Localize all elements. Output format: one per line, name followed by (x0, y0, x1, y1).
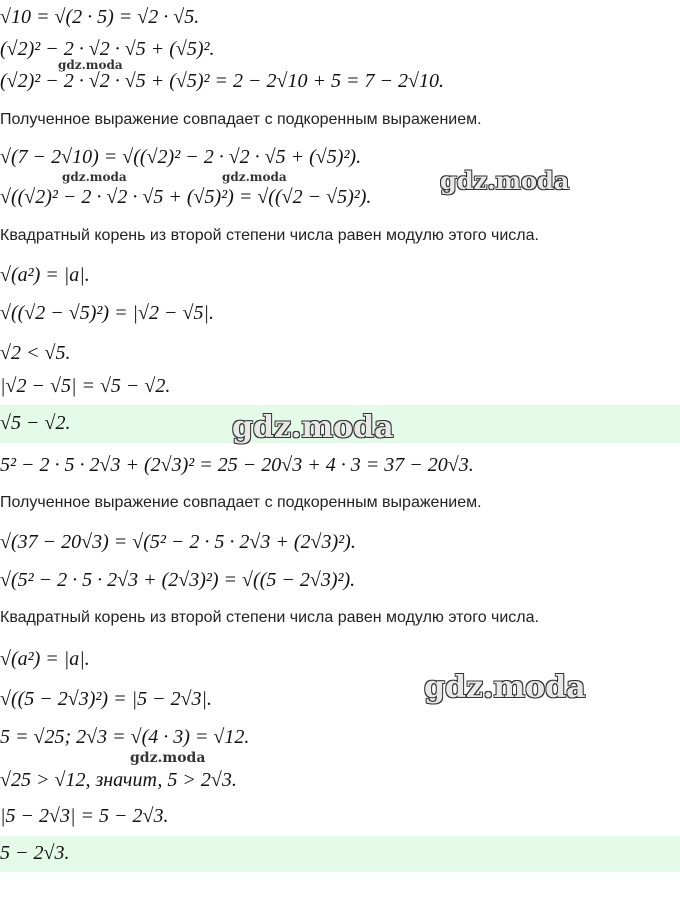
answer-highlight-2 (0, 836, 680, 872)
watermark: gdz.moda (232, 410, 394, 445)
math-line: 5² − 2 · 5 · 2√3 + (2√3)² = 25 − 20√3 + 4 · 3 = 37 − 20√3. (0, 454, 474, 476)
math-line: √(7 − 2√10) = √((√2)² − 2 · √2 · √5 + (√5)²). (0, 146, 362, 168)
math-line: √2 < √5. (0, 342, 71, 364)
text-line: Квадратный корень из второй степени числа равен модулю этого числа. (0, 227, 539, 244)
watermark: gdz.moda (130, 750, 206, 766)
watermark: gdz.moda (222, 170, 287, 184)
math-line: |5 − 2√3| = 5 − 2√3. (0, 805, 169, 827)
math-line: √(5² − 2 · 5 · 2√3 + (2√3)²) = √((5 − 2√3)²). (0, 569, 356, 591)
math-line: √(a²) = |a|. (0, 264, 90, 286)
math-line: √(a²) = |a|. (0, 648, 90, 670)
answer-line: 5 − 2√3. (0, 842, 70, 864)
watermark: gdz.moda (62, 170, 127, 184)
text-line: Полученное выражение совпадает с подкоренным выражением. (0, 111, 482, 128)
watermark: gdz.moda (440, 166, 570, 195)
math-line: √(37 − 20√3) = √(5² − 2 · 5 · 2√3 + (2√3)²). (0, 531, 356, 553)
math-line: 5 = √25; 2√3 = √(4 · 3) = √12. (0, 726, 250, 748)
text-line: Полученное выражение совпадает с подкоренным выражением. (0, 494, 482, 511)
answer-line: √5 − √2. (0, 412, 71, 434)
math-line: (√2)² − 2 · √2 · √5 + (√5)² = 2 − 2√10 + 5 = 7 − 2√10. (0, 70, 444, 92)
math-line: (√2)² − 2 · √2 · √5 + (√5)². (0, 38, 215, 60)
math-line: √((√2 − √5)²) = |√2 − √5|. (0, 302, 215, 324)
math-line: √((5 − 2√3)²) = |5 − 2√3|. (0, 688, 213, 710)
math-line: √25 > √12, значит, 5 > 2√3. (0, 769, 237, 791)
math-line: √10 = √(2 · 5) = √2 · √5. (0, 6, 200, 28)
math-line: √((√2)² − 2 · √2 · √5 + (√5)²) = √((√2 − √5)²). (0, 186, 372, 208)
watermark: gdz.moda (58, 58, 123, 72)
text-line: Квадратный корень из второй степени числа равен модулю этого числа. (0, 609, 539, 626)
math-line: |√2 − √5| = √5 − √2. (0, 375, 171, 397)
watermark: gdz.moda (424, 670, 586, 705)
